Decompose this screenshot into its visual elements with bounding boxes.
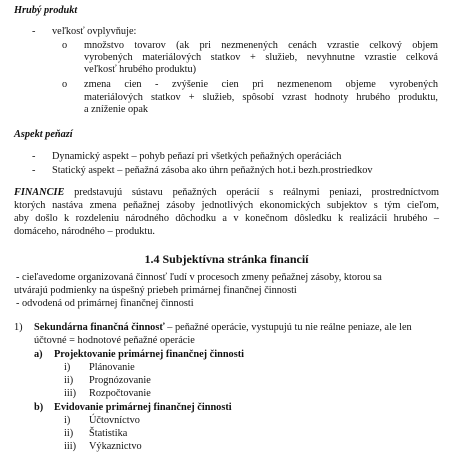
- definition-line: utvárajú podmienky na úspešný priebeh primárnej finančnej činnosti: [14, 285, 297, 296]
- point1-line-2: účtovné = hodnotové peňažné operácie: [34, 335, 195, 346]
- group-a-item-num: ii): [64, 375, 74, 386]
- group-a-item-num: i): [64, 362, 71, 373]
- bullet-dash: -: [32, 26, 36, 37]
- group-a-item-num: iii): [64, 388, 77, 399]
- finance-line: domáceho, národného – produktu.: [14, 226, 155, 237]
- group-a-marker: a): [34, 349, 43, 360]
- finance-line: aby došlo k rozdeleniu národného dôchodku a v konečnom dôsledku k realizácii hrubého –: [14, 213, 439, 224]
- definition-line: - odvodená od primárnej finančnej činnosti: [16, 298, 194, 309]
- group-b-item: Účtovníctvo: [89, 415, 140, 426]
- bullet-label: veľkosť ovplyvňuje:: [52, 26, 137, 37]
- finance-line-1: [14, 187, 439, 199]
- sub2-line: a zníženie opak: [84, 104, 149, 115]
- bullet-dash: -: [32, 151, 36, 162]
- sub1-line: množstvo tovarov (ak pri nezmenených cenách vzrastie celkový objem: [84, 40, 438, 51]
- group-b-item-num: iii): [64, 441, 77, 452]
- finance-term: FINANCIE: [14, 187, 65, 198]
- sub1-line: veľkosť hrubého produktu): [84, 64, 197, 75]
- group-b-item-num: ii): [64, 428, 74, 439]
- group-b-marker: b): [34, 402, 44, 413]
- sub-bullet-marker: o: [62, 79, 68, 90]
- group-a-item: Plánovanie: [89, 362, 135, 373]
- group-a-title: Projektovanie primárnej finančnej činnosti: [54, 349, 244, 360]
- section-title-1-4: 1.4 Subjektívna stránka financií: [144, 252, 309, 266]
- group-b-title: Evidovanie primárnej finančnej činnosti: [54, 402, 232, 413]
- group-b-item: Štatistika: [89, 428, 128, 439]
- heading-hruby-produkt: Hrubý produkt: [14, 5, 78, 16]
- sub-bullet-marker: o: [62, 40, 68, 51]
- group-b-item-num: i): [64, 415, 71, 426]
- group-a-item: Prognózovanie: [89, 375, 151, 386]
- aspect-item-dynamic: Dynamický aspekt – pohyb peňazí pri všetkých peňažných operáciách: [52, 151, 342, 162]
- point-number: 1): [14, 322, 23, 333]
- group-a-item: Rozpočtovanie: [89, 388, 151, 399]
- definition-line: - cieľavedome organizovaná činnosť ľudí v procesoch zmeny peňažnej zásoby, ktorou sa: [16, 272, 382, 283]
- point1-rest: – peňažné operácie, vystupujú tu nie reálne peniaze, ale len: [164, 322, 412, 333]
- point1-line-1: [34, 322, 412, 334]
- heading-aspekt-penazi: Aspekt peňazí: [14, 129, 73, 140]
- sub2-line: materiálových statkov + služieb, spôsobí vzrast hodnoty hrubého produktu,: [84, 92, 438, 103]
- finance-line-1-rest: predstavujú sústavu peňažných operácií s reálnymi peniazi, prostredníctvom: [64, 187, 439, 198]
- point1-term: Sekundárna finančná činnosť: [34, 322, 165, 333]
- finance-line: ktorých nastáva zmena peňažnej zásoby jednotlivých ekonomických subjektov s tým cieľom,: [14, 200, 439, 211]
- bullet-dash: -: [32, 165, 36, 176]
- sub2-line: zmena cien - zvýšenie cien pri nezmenenom objeme vyrobených: [84, 79, 438, 90]
- group-b-item: Výkaznictvo: [89, 441, 142, 452]
- sub1-line: vyrobených materiálových statkov + služieb, nevyhnutne vzrastie celková: [84, 52, 438, 63]
- aspect-item-static: Statický aspekt – peňažná zásoba ako úhrn peňažných hot.i bezh.prostriedkov: [52, 165, 373, 176]
